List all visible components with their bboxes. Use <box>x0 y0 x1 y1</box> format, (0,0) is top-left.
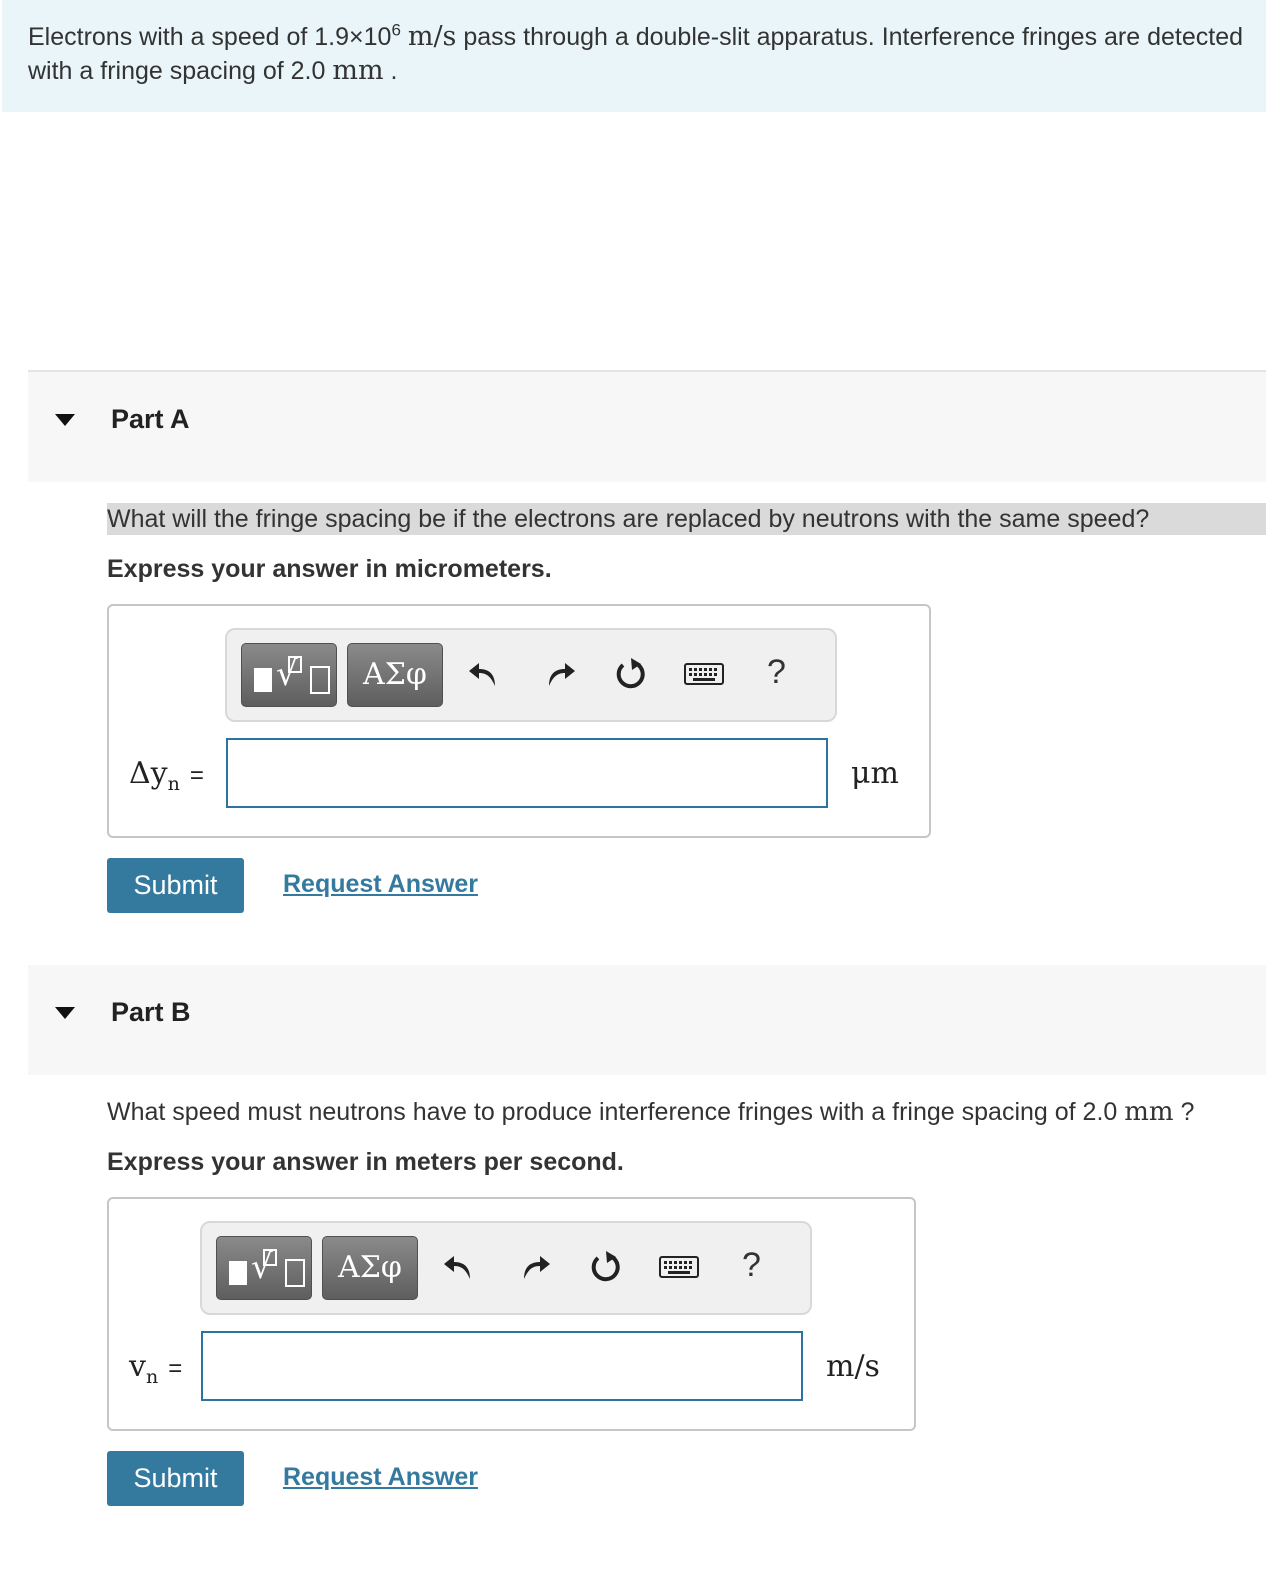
math-toolbar <box>225 628 837 722</box>
undo-icon[interactable] <box>465 654 505 694</box>
reset-icon[interactable] <box>586 1247 626 1287</box>
unit-label: m/s <box>826 1349 880 1384</box>
templates-button[interactable] <box>241 643 337 707</box>
request-answer-link[interactable]: Request Answer <box>283 1463 478 1491</box>
redo-icon[interactable] <box>514 1247 554 1287</box>
part-b-answer-box <box>107 1197 916 1431</box>
help-button[interactable]: ? <box>767 653 786 691</box>
math-toolbar <box>200 1221 812 1315</box>
help-button[interactable]: ? <box>742 1246 761 1284</box>
radical-icon: √ <box>251 1247 273 1287</box>
variable-label: $v_n$ = <box>129 1349 183 1388</box>
radical-icon: √ <box>276 654 298 694</box>
answer-input[interactable] <box>201 1331 803 1401</box>
template-block-icon <box>254 668 272 692</box>
redo-icon[interactable] <box>539 654 579 694</box>
part-a-title: Part A <box>111 404 190 434</box>
part-b-instruction: Express your answer in meters per second. <box>107 1148 624 1176</box>
request-answer-link[interactable]: Request Answer <box>283 870 478 898</box>
part-a-header[interactable] <box>28 370 1266 482</box>
collapse-caret-icon[interactable] <box>55 414 75 426</box>
part-a-instruction: Express your answer in micrometers. <box>107 555 552 583</box>
keyboard-icon[interactable] <box>683 654 725 694</box>
problem-intro <box>2 0 1266 112</box>
part-a-answer-box <box>107 604 931 838</box>
symbols-button[interactable]: ΑΣφ <box>322 1236 418 1300</box>
unit-label: μm <box>851 756 899 791</box>
reset-icon[interactable] <box>611 654 651 694</box>
submit-button[interactable]: Submit <box>107 858 244 913</box>
template-box-icon <box>285 1259 305 1287</box>
submit-button[interactable]: Submit <box>107 1451 244 1506</box>
template-box-icon <box>310 666 330 694</box>
templates-button[interactable] <box>216 1236 312 1300</box>
undo-icon[interactable] <box>440 1247 480 1287</box>
part-b-question: What speed must neutrons have to produce interference fringes with a fringe spacing of 2.0 mm ? <box>107 1097 1195 1127</box>
problem-statement: Electrons with a speed of $1.9\times 10^6$ m/s pass through a double-slit apparatus. Interference fringes are detected with a fringe spacing of 2.0 mm . <box>28 20 1244 86</box>
template-block-icon <box>229 1261 247 1285</box>
collapse-caret-icon[interactable] <box>55 1007 75 1019</box>
part-b-header[interactable] <box>28 965 1266 1075</box>
part-a-question: What will the fringe spacing be if the electrons are replaced by neutrons with the same speed? <box>107 503 1266 535</box>
variable-label: $\Delta y_n$ = <box>129 756 204 795</box>
answer-input[interactable] <box>226 738 828 808</box>
keyboard-icon[interactable] <box>658 1247 700 1287</box>
part-b-title: Part B <box>111 997 191 1027</box>
symbols-button[interactable]: ΑΣφ <box>347 643 443 707</box>
